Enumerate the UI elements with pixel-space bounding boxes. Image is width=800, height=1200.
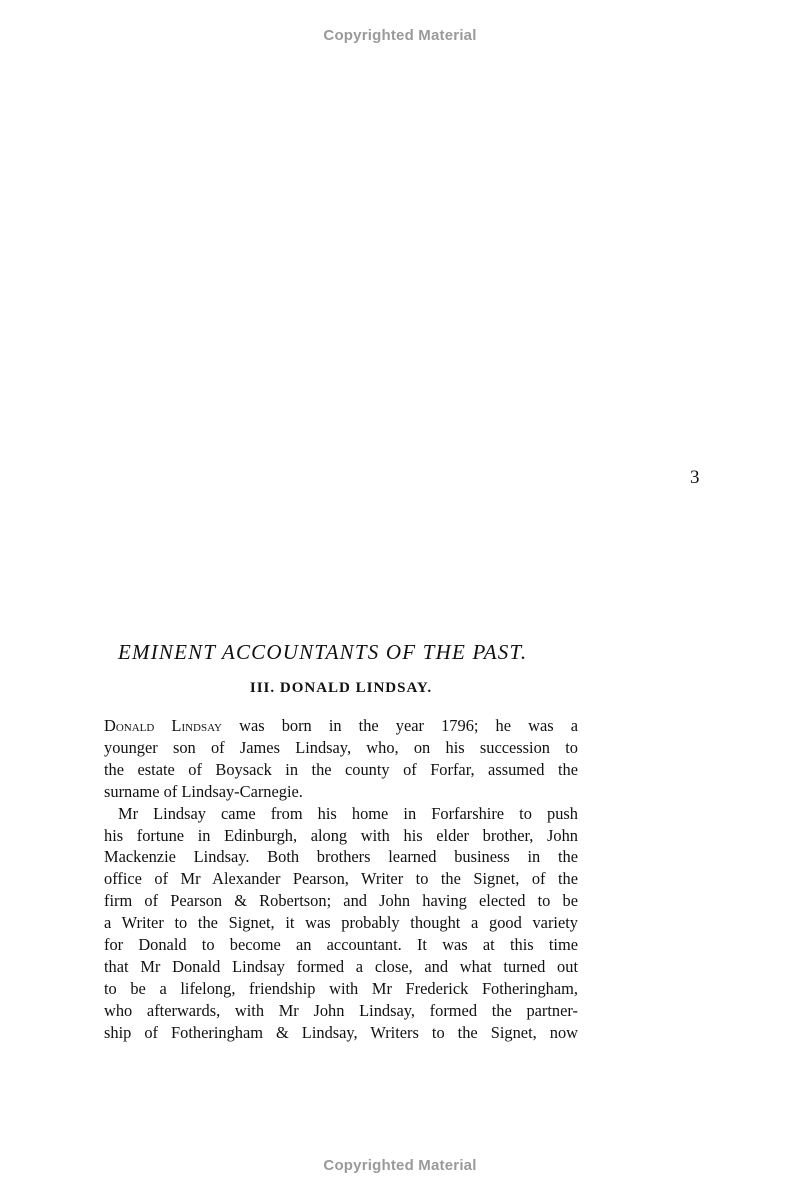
text-line: ship of Fotheringham & Lindsay, Writers to the Signet, now xyxy=(104,1022,578,1042)
copyright-watermark-top: Copyrighted Material xyxy=(323,27,477,44)
text-line: a Writer to the Signet, it was probably thought a good variety xyxy=(104,913,578,933)
text-line: younger son of James Lindsay, who, on his succession to xyxy=(104,737,578,757)
text-line: Mr Lindsay came from his home in Forfarshire to push xyxy=(118,803,578,823)
page-number: 3 xyxy=(690,467,700,488)
text-line xyxy=(104,715,578,737)
body-text xyxy=(104,715,578,1044)
text-line-content: was born in the year 1796; he was a xyxy=(222,716,578,735)
text-line: for Donald to become an accountant. It was at this time xyxy=(104,935,578,955)
text-line: the estate of Boysack in the county of Forfar, assumed the xyxy=(104,759,578,779)
text-line: his fortune in Edinburgh, along with his elder brother, John xyxy=(104,825,578,845)
text-line: to be a lifelong, friendship with Mr Frederick Fotheringham, xyxy=(104,978,578,998)
paragraph-1 xyxy=(104,715,578,803)
text-line: firm of Pearson & Robertson; and John having elected to be xyxy=(104,891,578,911)
running-title: EMINENT ACCOUNTANTS OF THE PAST. xyxy=(118,640,528,664)
text-line: Mackenzie Lindsay. Both brothers learned business in the xyxy=(104,847,578,867)
paragraph-2 xyxy=(104,803,578,1044)
opening-words: Donald Lindsay xyxy=(104,716,222,735)
text-line: who afterwards, with Mr John Lindsay, formed the partner- xyxy=(104,1000,578,1020)
text-line: that Mr Donald Lindsay formed a close, and what turned out xyxy=(104,956,578,976)
chapter-title: III. DONALD LINDSAY. xyxy=(249,680,433,696)
copyright-watermark-bottom: Copyrighted Material xyxy=(323,1157,477,1174)
text-line: office of Mr Alexander Pearson, Writer to the Signet, of the xyxy=(104,869,578,889)
text-line: surname of Lindsay-Carnegie. xyxy=(104,781,303,801)
